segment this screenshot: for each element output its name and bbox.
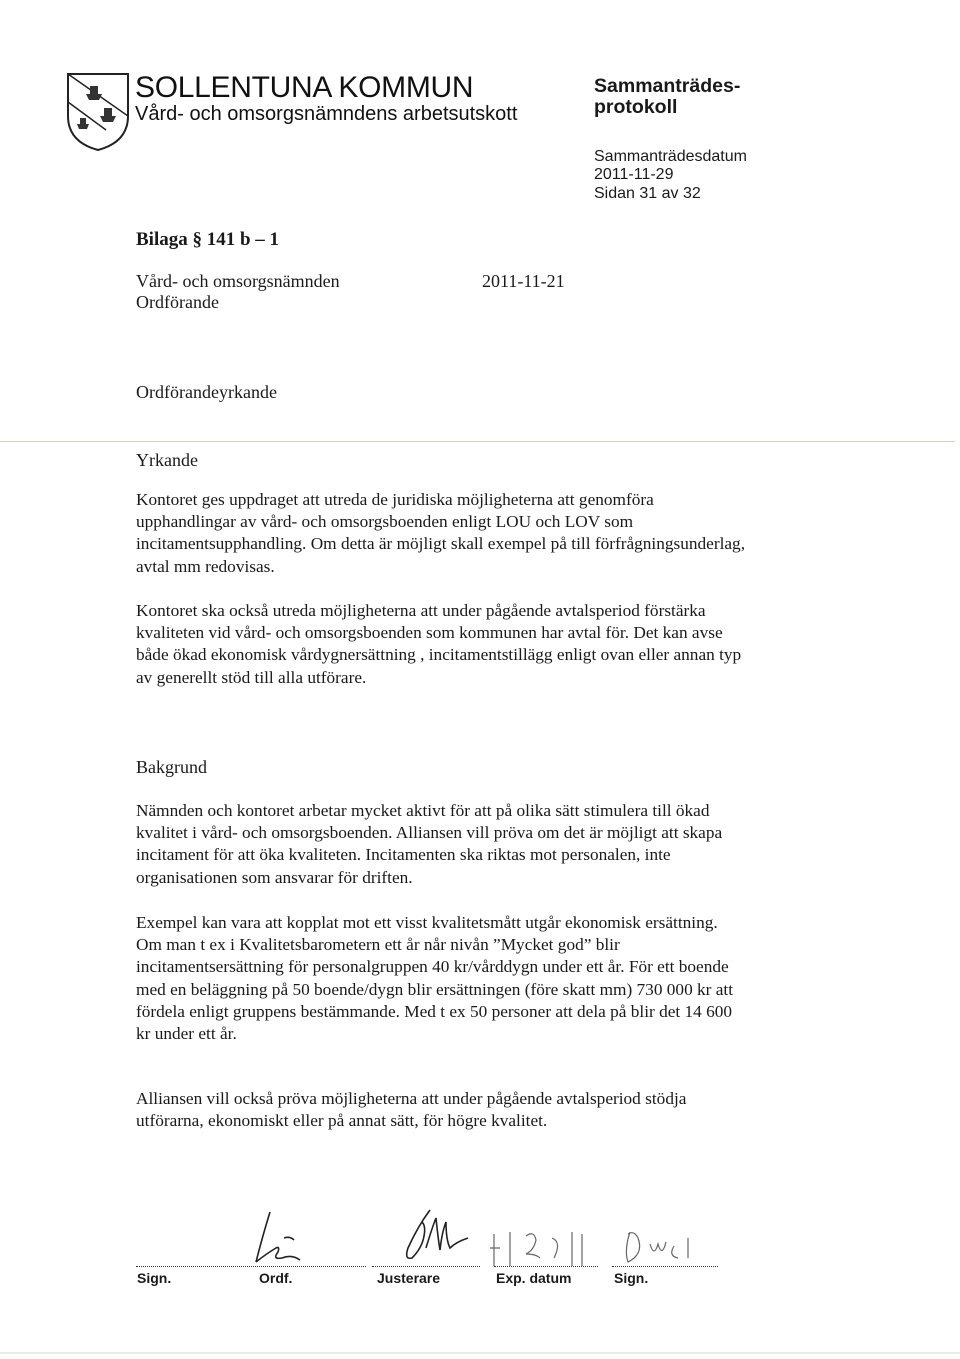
municipality-coat-of-arms-logo bbox=[66, 72, 130, 152]
exp-datum-label: Exp. datum bbox=[496, 1270, 572, 1286]
meeting-date-label: Sammanträdesdatum bbox=[594, 148, 747, 165]
organization-subtitle: Vård- och omsorgsnämndens arbetsutskott bbox=[135, 103, 518, 125]
ordf-handwritten-signature bbox=[222, 1208, 322, 1270]
section-heading-bakgrund: Bakgrund bbox=[136, 757, 207, 777]
scan-edge-line bbox=[0, 1352, 960, 1354]
paragraph-bakgrund-1: Nämnden och kontoret arbetar mycket aktivt för att på olika sätt stimulera till ökad kvalitet i vård- och omsorgsboenden. Alliansen vill pröva om det är möjligt att skapa incitament för att öka kvaliteten. Incitamenten ska riktas mot personalen, inte organisationen som ansvarar för driften. bbox=[136, 801, 723, 887]
divider-line bbox=[0, 441, 955, 442]
letter-subject: Ordförandeyrkande bbox=[136, 382, 277, 402]
justerare-label: Justerare bbox=[377, 1270, 441, 1286]
paragraph-bakgrund-3: Alliansen vill också pröva möjligheterna att under pågående avtalsperiod stödja utförarna, ekonomiskt eller på annat sätt, för högre kvalitet. bbox=[136, 1089, 687, 1131]
sender-committee: Vård- och omsorgsnämnden bbox=[136, 271, 340, 291]
organization-name: SOLLENTUNA KOMMUN bbox=[135, 71, 474, 104]
document-type: Sammanträdes- protokoll bbox=[594, 75, 741, 118]
signature-line-sign bbox=[612, 1266, 718, 1267]
paragraph-bakgrund-2: Exempel kan vara att kopplat mot ett visst kvalitetsmått utgår ekonomisk ersättning. Om man t ex i Kvalitetsbarometern ett år når nivån ”Mycket god” blir incitamentsersättning för personalgruppen 40 kr/vårddygn under ett år. För ett boende med en beläggning på 50 boende/dygn blir ersättningen (före skatt mm) 730 000 kr att fördela enligt gruppens bestämmande. Med t ex 50 personer att dela på blir det 14 600 kr under ett år. bbox=[136, 913, 734, 1044]
page-number: Sidan 31 av 32 bbox=[594, 185, 701, 202]
ordf-label: Ordf. bbox=[259, 1270, 293, 1286]
paragraph-yrkande-2: Kontoret ska också utreda möjligheterna att under pågående avtalsperiod förstärka kvaliteten vid vård- och omsorgsboenden som kommunen har avtal för. Det kan avse både ökad ekonomisk vårdygnersättning , incitamentstillägg enligt ovan eller annan typ av generellt stöd till alla utförare. bbox=[136, 601, 742, 687]
justerare-handwritten-signature bbox=[378, 1208, 478, 1270]
attachment-reference: Bilaga § 141 b – 1 bbox=[136, 229, 280, 250]
signature-line-justerare bbox=[372, 1266, 480, 1267]
signature-line-ordf bbox=[136, 1266, 366, 1267]
letter-date: 2011-11-21 bbox=[482, 271, 565, 291]
sign-label-2: Sign. bbox=[614, 1270, 649, 1286]
sender-role: Ordförande bbox=[136, 292, 219, 312]
paragraph-yrkande-1: Kontoret ges uppdraget att utreda de juridiska möjligheterna att genomföra upphandlingar av vård- och omsorgsboenden enligt LOU och LOV som incitamentsupphandling. Om detta är möjligt skall exempel på till förfrågningsunderlag, avtal mm redovisas. bbox=[136, 490, 746, 576]
signature-line-exp-datum bbox=[494, 1266, 598, 1267]
sign-label: Sign. bbox=[137, 1270, 172, 1286]
sign-handwritten-initials bbox=[610, 1208, 710, 1270]
section-heading-yrkande: Yrkande bbox=[136, 450, 198, 470]
meeting-date: 2011-11-29 bbox=[594, 166, 674, 183]
exp-datum-handwritten-date bbox=[486, 1208, 596, 1270]
